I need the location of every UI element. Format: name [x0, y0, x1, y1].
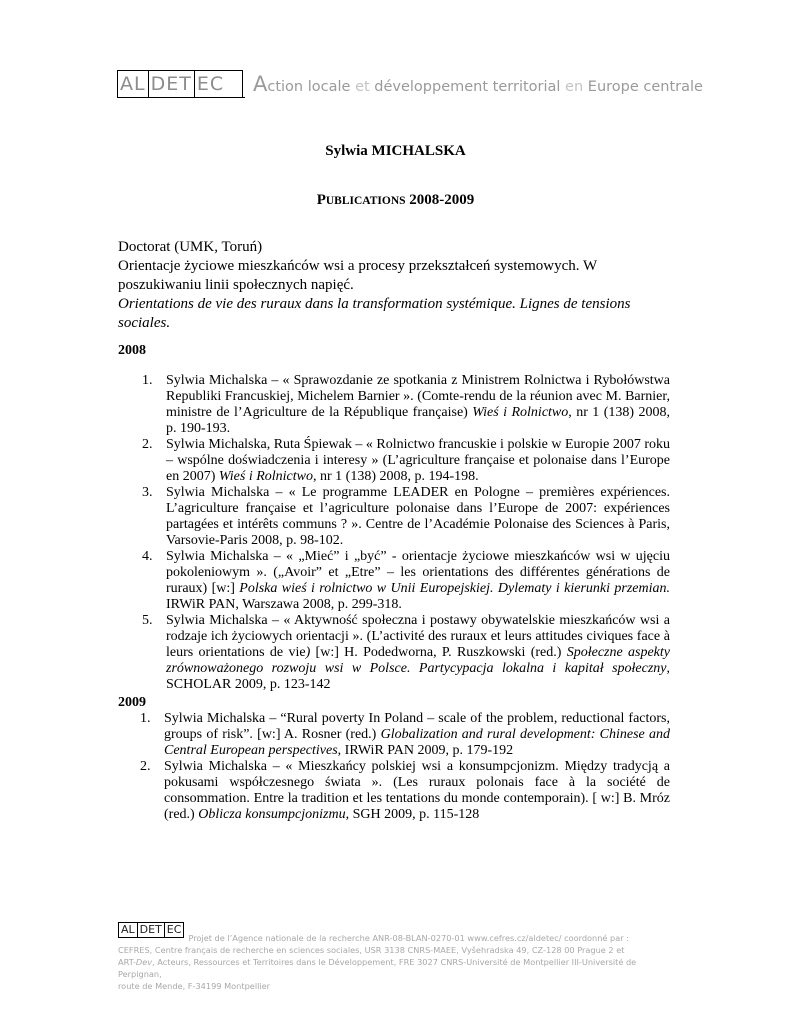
item-text: Sylwia Michalska – « Le programme LEADER en Pologne – premières expériences. L’agriculture française et l’agriculture polonaise dans l’Europe de 2007: expériences partagées et intérêts communs ? ». Centre de l’Académie Polonaise des Sciences à Paris, Varsovie-Paris 2008, p. 98-102.	[166, 485, 670, 548]
subtitle-smallcaps: UBLICATIONS	[325, 195, 406, 207]
footer-line-4: route de Mende, F-34199 Montpellier	[118, 981, 271, 991]
item-text-end: , SCHOLAR 2009, p. 123-142	[166, 661, 670, 692]
item-text-rest: IRWiR PAN, Warszawa 2008, p. 299-318.	[166, 597, 402, 612]
list-item	[140, 759, 670, 823]
footer-line-3	[118, 956, 678, 980]
item-text-rest: , IRWiR PAN 2009, p. 179-192	[337, 743, 514, 758]
tagline-initial: A	[253, 72, 268, 96]
publication-list-2008	[142, 373, 670, 693]
item-text: Sylwia Michalska – « Sprawozdanie ze spotkania z Ministrem Rolnictwa i Rybołówstwa Republiki Francuskiej, Michelem Barnier ». (Comte-rendu de la réunion avec M. Barnier, ministre de l’Agriculture de la République française)	[166, 373, 670, 420]
year-heading-2008: 2008	[118, 343, 146, 358]
list-item	[142, 485, 670, 549]
list-item	[142, 437, 670, 485]
footer-logo-part-1: AL	[121, 923, 135, 936]
logo-part-1: AL	[120, 73, 146, 95]
tagline-part-2: et	[355, 79, 370, 95]
item-text: Sylwia Michalska, Ruta Śpiewak – « Rolnictwo francuskie i polskie w Europie 2007 roku – wspólne doświadczenia i interesy » (L’agriculture française et polonaise dans l’Europe en 2007)	[166, 437, 670, 484]
footer-line-3-start: ART-	[118, 957, 136, 967]
footer-line-3-italic: Dev	[135, 957, 153, 967]
aldetec-logo	[117, 70, 243, 98]
doctorat-title-fr-text: Orientations de vie des ruraux dans la transformation systémique. Lignes de tensions sociales.	[118, 296, 631, 331]
footer-line-2: CEFRES, Centre français de recherche en sciences sociales, USR 3138 CNRS-MAEE, Vyšehradska 49, CZ-128 00 Prague 2 et	[118, 945, 625, 955]
item-italic: Globalization and rural development: Chinese and Central European perspectives	[164, 727, 670, 758]
item-text-rest: [w:] H. Podedworna, P. Ruszkowski (red.)	[310, 645, 567, 660]
page-footer	[118, 922, 678, 992]
publication-list-2009	[140, 711, 670, 823]
item-number: 1.	[142, 373, 153, 388]
item-text-rest: , SGH 2009, p. 115-128	[345, 807, 480, 822]
item-text: Sylwia Michalska – « Mieszkańcy polskiej wsi a konsumpcjonizm. Między tradycją a pokusami współczesnego świata ». (Les ruraux polonais face à la société de consommation. Entre la tradition et les tentations du monde contemporain). [ w:] B. Mróz (red.)	[164, 759, 670, 822]
item-number: 2.	[140, 759, 151, 774]
subtitle-cap: P	[316, 192, 326, 208]
tagline-part-4: en	[565, 79, 584, 95]
item-text: Sylwia Michalska – « „Mieć” i „być” - orientacje życiowe mieszkańców wsi w ujęciu pokoleniowym ». („Avoir” et „Etre” – les orientations des différentes générations de ruraux) [w:]	[166, 549, 670, 596]
item-text: Sylwia Michalska – “Rural poverty In Poland – scale of the problem, reductional factors, groups of risk”. [w:] A. Rosner (red.)	[164, 711, 670, 742]
header-underline	[117, 97, 245, 98]
doctorat-title-pl: Orientacje życiowe mieszkańców wsi a procesy przekształceń systemowych. W poszukiwaniu linii społecznych napięć.	[118, 258, 597, 293]
footer-logo	[118, 922, 184, 938]
doctorat-block	[118, 238, 638, 333]
item-italic: Oblicza konsumpcjonizmu	[198, 807, 346, 822]
doctorat-title-fr	[118, 295, 638, 333]
list-item	[142, 613, 670, 693]
item-italic: Wieś i Rolnictwo	[472, 405, 569, 420]
footer-project-text: Projet de l’Agence nationale de la recherche ANR-08-BLAN-0270-01 www.cefres.cz/aldetec/ coordonné par :	[188, 933, 629, 943]
item-number: 1.	[140, 711, 151, 726]
logo-part-3: EC	[194, 71, 226, 97]
list-item	[140, 711, 670, 759]
item-italic: Wieś i Rolnictwo	[218, 469, 313, 484]
item-number: 5.	[142, 613, 153, 628]
page-header	[117, 70, 703, 100]
item-number: 2.	[142, 437, 153, 452]
footer-logo-part-3: EC	[164, 923, 184, 937]
item-text-rest: , nr 1 (138) 2008, p. 190-193.	[166, 405, 670, 436]
tagline-part-3: développement territorial	[369, 79, 566, 95]
footer-line-1	[118, 922, 678, 944]
item-text-rest: , nr 1 (138) 2008, p. 194-198.	[313, 469, 479, 484]
logo-part-2: DET	[148, 71, 194, 97]
list-item	[142, 373, 670, 437]
item-number: 4.	[142, 549, 153, 564]
author-name: Sylwia MICHALSKA	[325, 143, 466, 159]
footer-logo-part-2: DET	[137, 923, 164, 937]
doctorat-heading: Doctorat (UMK, Toruń)	[118, 239, 263, 255]
item-italic: )	[305, 645, 311, 660]
item-text: Sylwia Michalska – « Aktywność społeczna i postawy obywatelskie mieszkańców wsi a rodzaje ich życiowych orientacji ». (L’activité des ruraux et leurs attitudes civiques face à leurs orientations de vie	[166, 613, 670, 660]
item-italic-2: Społeczne aspekty zrównoważonego rozwoju wsi w Polsce. Partycypacja lokalna i kapitał społeczny	[166, 645, 670, 676]
footer-line-3-rest: , Acteurs, Ressources et Territoires dans le Développement, FRE 3027 CNRS-Université de Montpellier III-Université de Perpignan,	[118, 957, 637, 979]
list-item	[142, 549, 670, 613]
document-subtitle	[0, 192, 791, 209]
year-heading-2009: 2009	[118, 695, 146, 710]
tagline-part-5: Europe centrale	[583, 79, 703, 95]
subtitle-years: 2008-2009	[405, 192, 475, 208]
item-italic: Polska wieś i rolnictwo w Unii Europejskiej. Dylematy i kierunki przemian.	[239, 581, 671, 596]
header-tagline	[253, 72, 703, 96]
tagline-part-1: ction locale	[267, 79, 356, 95]
item-number: 3.	[142, 485, 153, 500]
